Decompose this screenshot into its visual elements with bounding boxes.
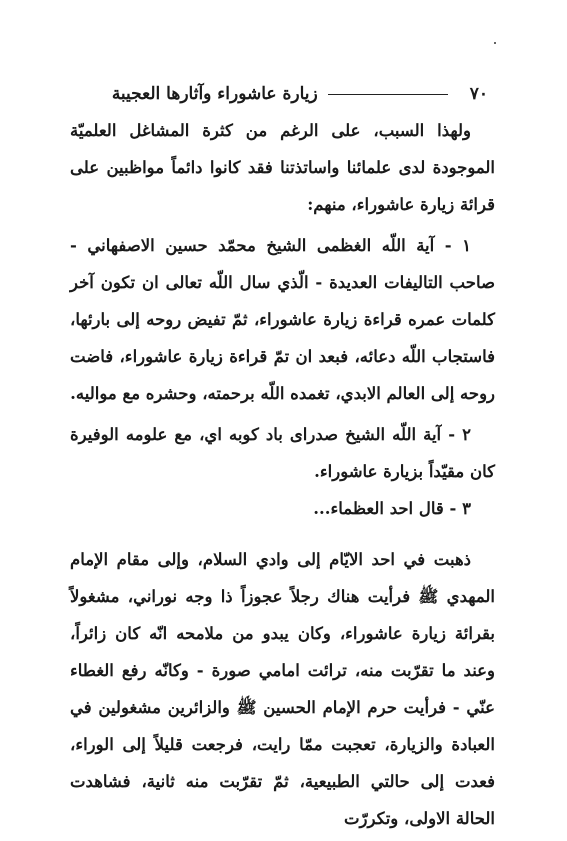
paragraph-story: ذهبت في احد الايّام إلى وادي السلام، وإلى مقام الإمام المهدي ﷺ فرأيت هناك رجلاً عجوزاً ذا وجه نوراني، مشغولاً بقرائة زيارة عاشوراء، وكان يبدو من ملامحه انّه كان زائراً، وعند ما تقرّبت منه، ترائت امامي صورة - وكانّه رفع الغطاء عنّي - فرأيت حرم الإمام الحسين ﷺ والزائرين مشغولين في العبادة والزيارة، تعجبت ممّا رايت، فرجعت قليلاً إلى الوراء، فعدت إلى حالتي الطبيعية، ثمّ تقرّبت منه ثانية، فشاهدت الحالة الاولى، وتكررّت bbox=[70, 550, 495, 828]
print-speck bbox=[494, 42, 496, 44]
page-header bbox=[58, 80, 488, 108]
header-rule bbox=[328, 94, 448, 95]
page-number: ٧٠ bbox=[469, 84, 488, 104]
paragraph-intro: ولهذا السبب، على الرغم من كثرة المشاغل العلميّة الموجودة لدى علمائنا واساتذتنا فقد كانوا دائماً مواظبين على قرائة زيارة عاشوراء، منهم: bbox=[70, 121, 495, 214]
paragraph-item-2: ٢ - آية اللّه الشيخ صدراى باد كوبه اي، مع علومه الوفيرة كان مقيّداً بزيارة عاشوراء. bbox=[70, 425, 495, 481]
page-body bbox=[70, 112, 495, 837]
paragraph-item-1: ١ - آية اللّه الغظمى الشيخ محمّد حسين الاصفهاني - صاحب التاليفات العديدة - الّذي سال اللّه تعالى ان تكون آخر كلمات عمره قراءة زيارة عاشوراء، ثمّ تفيض روحه إلى بارئها، فاستجاب اللّه دعائه، فبعد ان تمّ قراءة زيارة عاشوراء، فاضت روحه إلى العالم الابدي، تغمده اللّه برحمته، وحشره مع مواليه. bbox=[70, 236, 495, 403]
paragraph-item-3: ٣ - قال احد العظماء... bbox=[313, 499, 471, 518]
running-title: زيارة عاشوراء وآثارها العجيبة bbox=[111, 84, 318, 104]
